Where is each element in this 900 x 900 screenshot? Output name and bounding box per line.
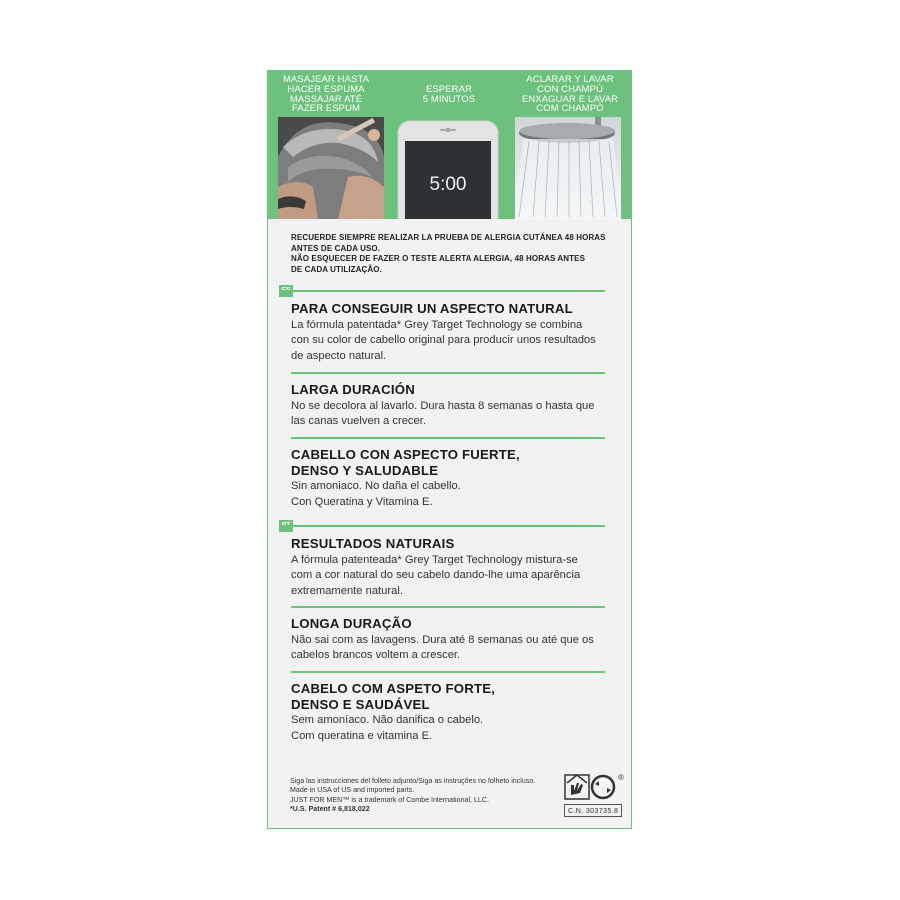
phone-timer-image	[396, 117, 502, 219]
step-3-line-2: CON CHAMPÚ	[537, 83, 603, 95]
step-1-line-4: FAZER ESPUM	[291, 103, 361, 115]
section-body	[291, 553, 611, 600]
section-body	[291, 713, 611, 744]
section-body	[291, 318, 611, 365]
section-title: RESULTADOS NATURAIS	[291, 536, 455, 551]
footer-instructions: Siga las instrucciones del folleto adjunto/Siga as instruções no folheto incluso.	[290, 777, 536, 785]
disposal-icons	[564, 771, 624, 801]
divider	[291, 671, 605, 673]
section-title	[291, 681, 611, 712]
es-section-natural	[291, 301, 611, 365]
title-line: DENSO Y SALUDABLE	[291, 462, 439, 478]
body-line: com a cor natural do seu cabelo dando-lhe uma aparência	[291, 569, 581, 582]
step-3-line-3: ENXAGUAR E LAVAR	[521, 93, 619, 105]
body-line: con su color de cabello original para producir unos resultados	[291, 334, 596, 347]
legal-footer	[290, 777, 580, 815]
pt-section-duration	[291, 616, 611, 664]
divider	[291, 437, 605, 439]
section-title	[291, 447, 611, 478]
step-2-line-1: ESPERAR	[425, 84, 473, 95]
step-1-line-1: MASAJEAR HASTA	[282, 74, 370, 85]
warning-pt-line-2: DE CADA UTILIZAÇÃO.	[291, 264, 382, 274]
product-back-panel	[267, 70, 632, 829]
step-3-label	[514, 75, 626, 114]
cn-code: C.N. 303735.8	[564, 804, 622, 817]
body-line: las canas vuelven a crecer.	[291, 415, 426, 428]
section-title: LARGA DURACIÓN	[291, 382, 415, 397]
pt-section-natural	[291, 536, 611, 600]
section-body	[291, 479, 611, 510]
body-line: Sin amoniaco. No daña el cabello.	[291, 480, 461, 492]
step-2-label	[393, 85, 505, 105]
step-3-line-4: COM CHAMPÓ	[536, 103, 604, 115]
section-body	[291, 399, 611, 430]
body-line: La fórmula patentada* Grey Target Technology se combina	[291, 318, 583, 331]
footer-patent: *U.S. Patent # 6,818,022	[290, 805, 370, 814]
recycle-icon	[592, 776, 614, 798]
body-line: Con Queratina y Vitamina E.	[291, 495, 433, 508]
title-line: CABELO COM ASPETO FORTE,	[291, 681, 496, 696]
allergy-warning	[291, 233, 611, 275]
step-1-label	[270, 75, 382, 114]
body-line: de aspecto natural.	[291, 349, 387, 362]
registered-mark: ®	[618, 773, 624, 782]
lang-rule-es	[279, 290, 605, 292]
warning-pt-line-1: NÃO ESQUECER DE FAZER O TESTE ALERTA ALERGIA, 48 HORAS ANTES	[291, 254, 586, 263]
pt-section-strong-hair	[291, 681, 611, 744]
body-line: A fórmula patenteada* Grey Target Technology mistura-se	[291, 553, 578, 566]
body-line: extremamente natural.	[291, 584, 403, 597]
body-line: cabelos brancos voltem a crescer.	[291, 649, 461, 662]
footer-origin: Made in USA of US and imported parts.	[290, 786, 415, 795]
section-body	[291, 633, 611, 664]
timer-readout: 5:00	[429, 174, 467, 195]
lang-rule-pt	[279, 525, 605, 527]
title-line: CABELLO CON ASPECTO FUERTE,	[291, 447, 520, 462]
divider	[291, 372, 605, 374]
hair-massage-image	[278, 117, 384, 219]
body-line: Sem amoníaco. Não danifica o cabelo.	[291, 714, 484, 726]
es-section-duration	[291, 382, 611, 430]
hand-wash-icon	[565, 775, 589, 799]
body-line: Com queratina e vitamina E.	[291, 729, 433, 742]
step-1-line-2: HACER ESPUMA	[287, 83, 365, 95]
divider	[291, 606, 605, 608]
warning-es-line-1: RECUERDE SIEMPRE REALIZAR LA PRUEBA DE ALERGIA CUTÁNEA 48 HORAS	[291, 233, 606, 242]
shower-head-image	[515, 117, 621, 219]
steps-bar	[268, 71, 631, 219]
body-line: Não sai com as lavagens. Dura até 8 semanas ou até que os	[291, 633, 594, 646]
es-section-strong-hair	[291, 447, 611, 510]
step-1-line-3: MASSAJAR ATÉ	[289, 93, 363, 105]
body-line: No se decolora al lavarlo. Dura hasta 8 semanas o hasta que	[291, 399, 595, 412]
step-3-line-1: ACLARAR Y LAVAR	[526, 74, 614, 85]
warning-es-line-2: ANTES DE CADA USO.	[291, 243, 381, 253]
title-line: DENSO E SAUDÁVEL	[291, 696, 430, 712]
step-2-line-2: 5 MINUTOS	[422, 93, 476, 105]
section-title: PARA CONSEGUIR UN ASPECTO NATURAL	[291, 301, 573, 316]
footer-trademark: JUST FOR MEN™ is a trademark of Combe International, LLC.	[290, 795, 489, 804]
section-title: LONGA DURAÇÃO	[291, 616, 412, 631]
